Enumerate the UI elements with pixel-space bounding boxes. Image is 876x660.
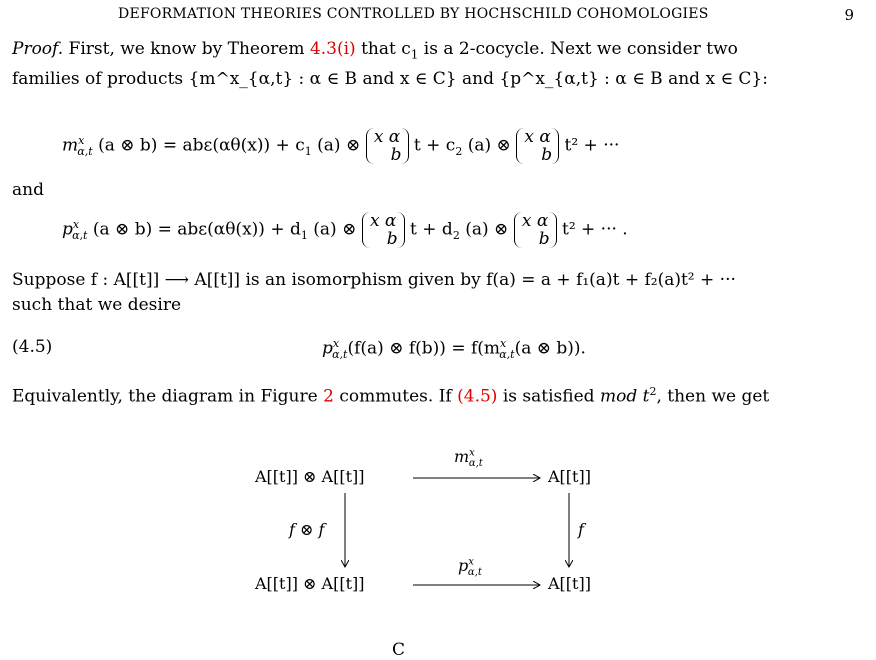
equation-p	[62, 212, 628, 262]
eq-m-paren-a2: (a) ⊗	[467, 135, 511, 156]
diagram-top-left: A[[t]] ⊗ A[[t]]	[255, 467, 365, 486]
running-head	[0, 6, 876, 28]
proof-text-sub: 1	[410, 47, 419, 62]
suppose-paragraph	[12, 268, 864, 318]
left-arrow-label: f ⊗ f	[289, 520, 325, 539]
equivalently-paragraph	[12, 379, 864, 410]
eq-m-matrix	[366, 128, 409, 164]
eq-m-matrix2-bottom: b	[541, 145, 553, 165]
eq45-p: p	[322, 338, 333, 359]
page-number: 9	[844, 6, 854, 24]
eq-m-c-sub: 1	[304, 144, 312, 158]
eq-m-matrix2-top: x α	[524, 127, 551, 147]
bottom-arrow-label-sup: x	[468, 556, 474, 568]
top-arrow-label-sup: x	[469, 447, 475, 459]
families-line: families of products {m^x_{α,t} : α ∈ B and x ∈ C} and {p^x_{α,t} : α ∈ B and x ∈ C}:	[12, 69, 768, 90]
commutative-diagram	[0, 445, 876, 645]
equation-link[interactable]: (4.5)	[457, 386, 498, 407]
theorem-link[interactable]: 4.3(i)	[309, 39, 356, 59]
proof-label: Proof.	[12, 39, 64, 59]
eq-m-tail1: t +	[413, 135, 446, 156]
running-head-title: DEFORMATION THEORIES CONTROLLED BY HOCHSCHILD COHOMOLOGIES	[118, 6, 709, 22]
eq-p-matrix-bottom: b	[386, 229, 398, 249]
diagram-bottom-right: A[[t]]	[548, 574, 591, 593]
eq45-m-sub: α,t	[499, 348, 515, 362]
eq-p-tail2: t² + ··· .	[561, 219, 628, 240]
eq-p-tail1: t +	[410, 219, 442, 240]
eq45-m-sup: x	[500, 337, 507, 350]
eq45-p-sub: α,t	[332, 348, 348, 362]
figure-caption-fragment: C	[392, 640, 406, 660]
such-that-line: such that we desire	[12, 295, 182, 315]
right-arrow-label: f	[578, 520, 584, 539]
equation-m	[62, 128, 619, 178]
eq-p-paren-a: (a) ⊗	[313, 219, 357, 240]
eq45-body: (f(a) ⊗ f(b)) = f(m	[347, 338, 501, 359]
proof-paragraph	[12, 37, 864, 92]
and-word: and	[12, 180, 44, 200]
bottom-arrow-label	[458, 556, 482, 578]
eq-p-paren-a2: (a) ⊗	[465, 219, 509, 240]
equiv-text-1: Equivalently, the diagram in Figure	[12, 386, 318, 407]
diagram-bottom-left: A[[t]] ⊗ A[[t]]	[255, 574, 365, 593]
proof-text-b: that c	[361, 39, 411, 59]
equiv-text-3: is satisfied	[502, 386, 595, 407]
eq-p-matrix	[362, 212, 405, 248]
eq-p-symbol: p	[62, 219, 73, 240]
equation-4-5-number: (4.5)	[12, 337, 53, 357]
eq-m-symbol: m	[62, 135, 79, 156]
eq-m-tail2: t² + ···	[564, 135, 620, 156]
eq-p-body: (a ⊗ b) = abε(αθ(x)) + d	[92, 219, 301, 240]
eq-p-sub: α,t	[72, 228, 88, 242]
equation-4-5	[322, 337, 586, 361]
bottom-arrow-label-symbol: p	[458, 556, 469, 575]
suppose-line: Suppose f : A[[t]] ⟶ A[[t]] is an isomorphism given by f(a) = a + f₁(a)t + f₂(a)t² + ···	[12, 270, 736, 290]
eq-m-matrix-top: x α	[373, 127, 401, 147]
eq-p-d2-sub: 2	[452, 228, 460, 242]
eq-p-sup: x	[72, 217, 80, 231]
eq-m-matrix-bottom: b	[390, 145, 402, 165]
equiv-text-2: commutes. If	[339, 386, 452, 407]
eq-p-matrix2-bottom: b	[538, 229, 550, 249]
bottom-arrow-label-sub: α,t	[467, 567, 482, 579]
eq-p-matrix2-top: x α	[521, 211, 549, 231]
equiv-text-4: , then we get	[656, 386, 770, 407]
figure-link[interactable]: 2	[323, 386, 334, 407]
equiv-sup: 2	[649, 385, 657, 398]
eq-m-c2: c	[445, 135, 456, 156]
eq-m-c2-sub: 2	[455, 144, 463, 158]
eq-m-sub: α,t	[77, 144, 93, 158]
eq-m-matrix2	[516, 128, 559, 164]
top-arrow-label-sub: α,t	[468, 458, 483, 470]
top-arrow-label-symbol: m	[454, 447, 470, 466]
diagram-top-right: A[[t]]	[548, 467, 591, 486]
proof-text-c: is a 2-cocycle. Next we consider two	[423, 39, 738, 59]
eq45-p-sup: x	[332, 337, 340, 350]
eq-p-matrix-top: x α	[369, 211, 397, 231]
eq-m-body: (a ⊗ b) = abε(αθ(x)) + c	[98, 135, 305, 156]
eq-p-d2: d	[441, 219, 453, 240]
eq-p-d-sub: 1	[300, 228, 308, 242]
proof-text-a: First, we know by Theorem	[68, 39, 305, 59]
eq-p-matrix2	[514, 212, 557, 248]
equiv-mod: mod t	[599, 386, 650, 407]
top-arrow-label	[454, 447, 483, 469]
eq-m-sup: x	[78, 133, 85, 147]
eq-m-paren-a: (a) ⊗	[317, 135, 361, 156]
eq45-end: (a ⊗ b)).	[514, 338, 586, 359]
